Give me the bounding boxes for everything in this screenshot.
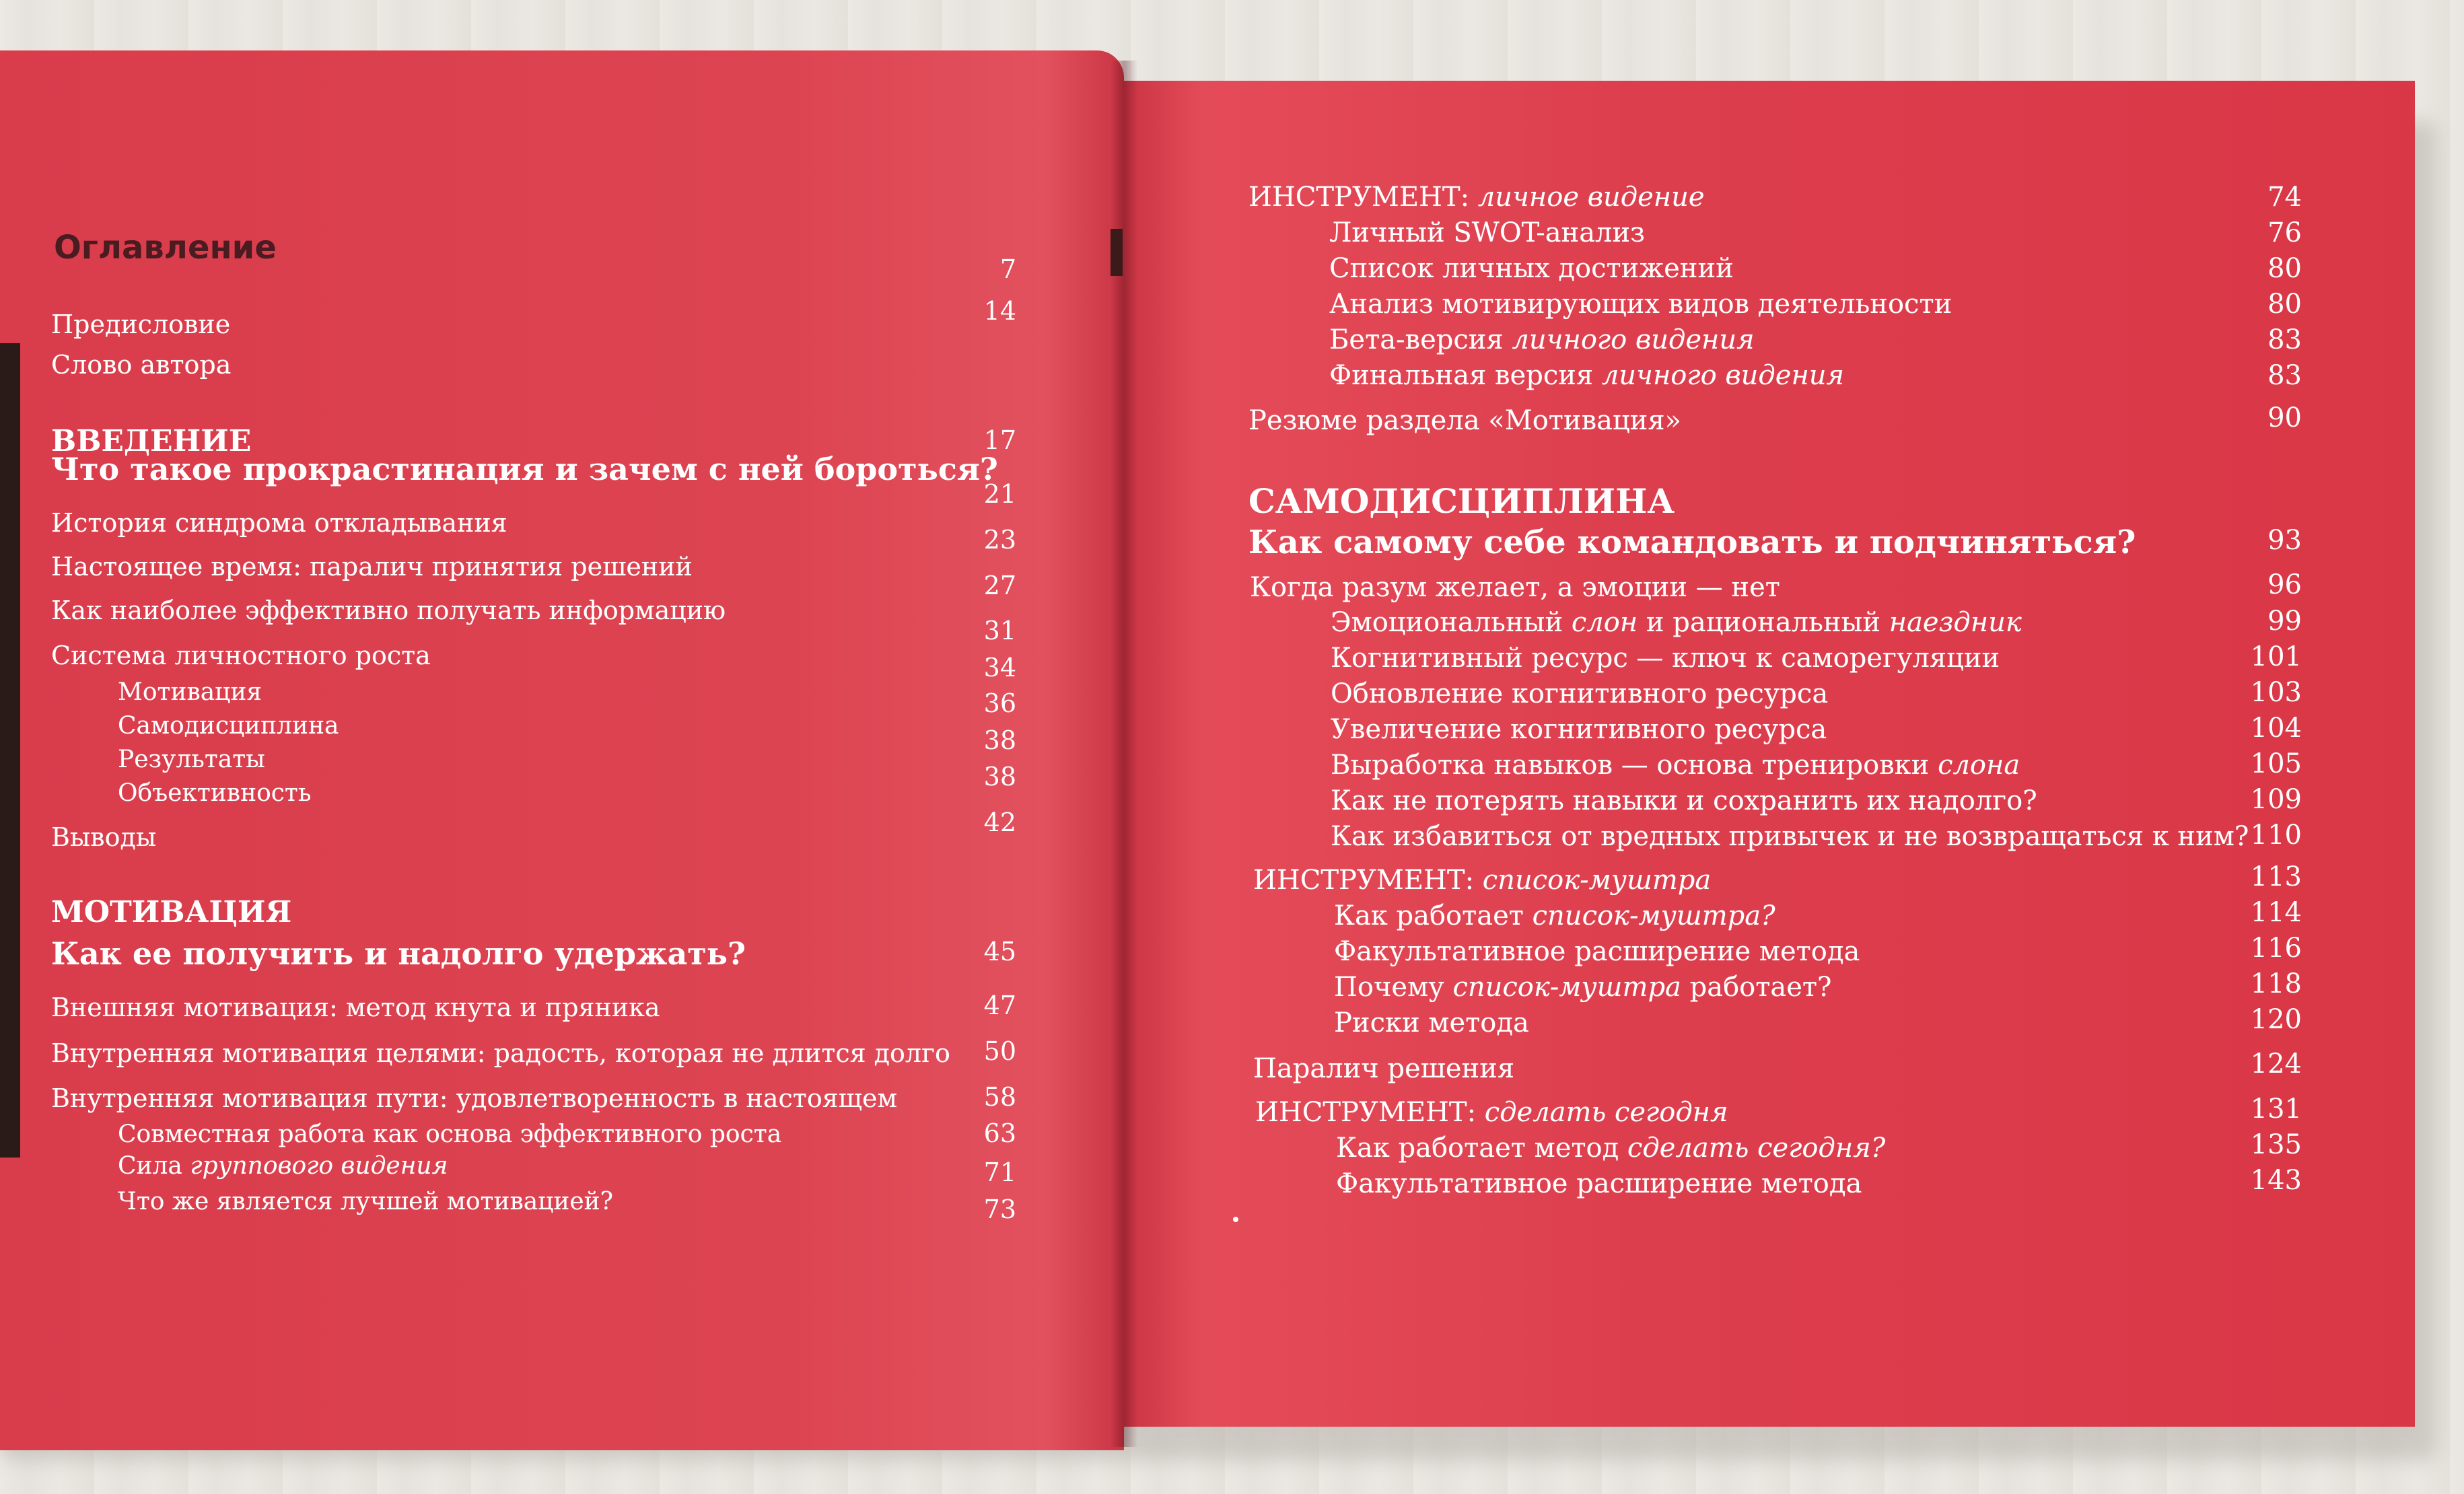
page-number: 17 [983, 425, 1016, 455]
toc-subitem: Факультативное расширение метода [1336, 1168, 1862, 1199]
toc-subitem: Мотивация [118, 678, 262, 706]
page-number: 47 [983, 991, 1016, 1020]
toc-subitem: Обновление когнитивного ресурса [1331, 678, 1829, 709]
page-number: 50 [983, 1036, 1016, 1066]
tool-do-today: ИНСТРУМЕНТ: сделать сегодня [1255, 1097, 1728, 1128]
toc-item-author-word: Слово автора [51, 350, 232, 380]
toc-subitem: Финальная версия личного видения [1329, 360, 1845, 391]
page-number: 38 [983, 725, 1016, 755]
book-spine-edge [0, 343, 20, 1158]
page-number: 7 [999, 254, 1016, 284]
page-number: 76 [2267, 217, 2302, 248]
tool-drill-list: ИНСТРУМЕНТ: список-муштра [1253, 865, 1712, 896]
page-number: 99 [2267, 606, 2302, 637]
page-number: 23 [983, 525, 1016, 555]
page-number: 83 [2267, 360, 2302, 391]
page-number: 42 [983, 808, 1016, 837]
page-number: 103 [2250, 677, 2302, 708]
page-number: 113 [2250, 861, 2302, 892]
toc-subitem: Анализ мотивирующих видов деятельности [1329, 289, 1952, 320]
section-intro-title: Что такое прокрастинация и зачем с ней бороться? [51, 451, 998, 487]
section-discipline: САМОДИСЦИПЛИНА [1248, 481, 1675, 521]
toc-subitem: Как не потерять навыки и сохранить их надолго? [1331, 785, 2037, 816]
toc-item: Выводы [51, 822, 157, 852]
toc-subitem: Самодисциплина [118, 712, 339, 740]
page-number: 74 [2267, 182, 2302, 213]
page-number: 27 [983, 571, 1016, 600]
toc-subitem: Когнитивный ресурс — ключ к саморегуляции [1331, 643, 2000, 674]
toc-subitem: Эмоциональный слон и рациональный наездник [1331, 607, 2022, 638]
toc-item: История синдрома откладывания [51, 508, 507, 538]
toc-subitem: Список личных достижений [1329, 253, 1734, 284]
toc-item-summary: Резюме раздела «Мотивация» [1248, 405, 1682, 436]
page-number: 101 [2250, 641, 2302, 672]
toc-item: Когда разум желает, а эмоции — нет [1250, 572, 1780, 603]
toc-item: Внутренняя мотивация пути: удовлетворенность в настоящем [51, 1083, 898, 1113]
page-number: 110 [2250, 820, 2302, 851]
page-number: 21 [983, 479, 1016, 509]
toc-subitem: Совместная работа как основа эффективного роста [118, 1120, 782, 1148]
page-number: 80 [2267, 253, 2302, 284]
section-discipline-title: Как самому себе командовать и подчиняться? [1248, 524, 2136, 561]
toc-item: Внешняя мотивация: метод кнута и пряника [51, 993, 660, 1022]
toc-heading: Оглавление [54, 229, 277, 266]
toc-subitem: Выработка навыков — основа тренировки слона [1331, 750, 2020, 781]
page-number: 36 [983, 688, 1016, 718]
toc-item: Система личностного роста [51, 641, 431, 670]
page-number: 58 [983, 1082, 1016, 1112]
toc-item: Как наиболее эффективно получать информацию [51, 596, 726, 625]
page-number: 105 [2250, 748, 2302, 779]
toc-subitem: Что же является лучшей мотивацией? [118, 1188, 613, 1215]
binding-mark [1111, 229, 1123, 276]
toc-subitem: Сила группового видения [118, 1152, 448, 1180]
page-number: 38 [983, 762, 1016, 791]
page-number: 135 [2250, 1129, 2302, 1160]
print-speck [1233, 1217, 1238, 1222]
page-number: 109 [2250, 784, 2302, 815]
toc-item: Настоящее время: паралич принятия решений [51, 552, 693, 581]
toc-subitem: Как избавиться от вредных привычек и не возвращаться к ним? [1331, 821, 2249, 852]
section-intro: ВВЕДЕНИЕ [51, 424, 252, 458]
page-number: 45 [983, 937, 1016, 966]
page-number: 63 [983, 1118, 1016, 1148]
page-number: 14 [983, 296, 1016, 326]
page-number: 83 [2267, 324, 2302, 355]
section-motivation-title: Как ее получить и надолго удержать? [51, 935, 746, 972]
toc-subitem: Бета-версия личного видения [1329, 324, 1755, 355]
page-number: 73 [983, 1195, 1016, 1224]
page-number: 104 [2250, 713, 2302, 744]
toc-subitem: Риски метода [1334, 1007, 1529, 1038]
page-number: 143 [2250, 1165, 2302, 1196]
page-number: 124 [2250, 1048, 2302, 1079]
page-number: 34 [983, 653, 1016, 682]
page-number: 114 [2250, 897, 2302, 928]
section-motivation: МОТИВАЦИЯ [51, 895, 292, 929]
toc-item: Внутренняя мотивация целями: радость, которая не длится долго [51, 1038, 950, 1068]
toc-subitem: Личный SWOT-анализ [1329, 217, 1645, 248]
toc-subitem: Как работает список-муштра? [1334, 900, 1775, 931]
page-number: 93 [2267, 525, 2302, 556]
toc-item-paralysis: Паралич решения [1253, 1053, 1515, 1084]
page-number: 31 [983, 616, 1016, 645]
page-number: 120 [2250, 1004, 2302, 1035]
toc-subitem: Увеличение когнитивного ресурса [1331, 714, 1827, 745]
toc-subitem: Как работает метод сделать сегодня? [1336, 1133, 1886, 1164]
tool-personal-vision: ИНСТРУМЕНТ: личное видение [1248, 182, 1705, 213]
page-number: 80 [2267, 289, 2302, 320]
toc-subitem: Факультативное расширение метода [1334, 936, 1860, 967]
page-number: 90 [2267, 402, 2302, 433]
toc-subitem: Результаты [118, 746, 265, 773]
toc-subitem: Почему список-муштра работает? [1334, 972, 1832, 1003]
page-number: 96 [2267, 569, 2302, 600]
page-number: 71 [983, 1158, 1016, 1187]
page-number: 118 [2250, 968, 2302, 999]
page-number: 116 [2250, 933, 2302, 964]
toc-subitem: Объективность [118, 779, 312, 807]
toc-item-preface: Предисловие [51, 310, 231, 339]
page-number: 131 [2250, 1094, 2302, 1125]
